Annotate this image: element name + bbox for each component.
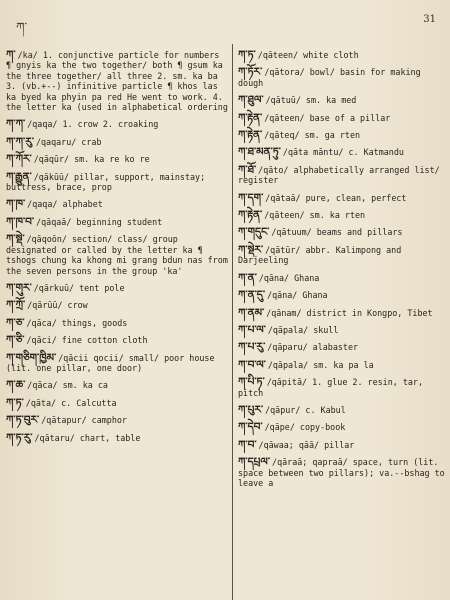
entry-definition: /qāna/ Ghana bbox=[267, 290, 328, 301]
entry-definition: /qātapur/ camphor bbox=[41, 415, 127, 426]
dictionary-entry bbox=[6, 318, 228, 328]
dictionary-entry bbox=[238, 273, 446, 283]
entry-definition: /qātuum/ beams and pillars bbox=[271, 227, 403, 238]
entry-headword: ཀ་གུར་ bbox=[6, 281, 32, 294]
dictionary-entry bbox=[238, 290, 446, 300]
dictionary-entry bbox=[238, 165, 446, 186]
entry-definition: /qaqa/ alphabet bbox=[27, 199, 103, 210]
dictionary-entry bbox=[6, 154, 228, 164]
entry-definition: /qārūū/ crow bbox=[27, 300, 88, 311]
entry-definition: /qātuū/ sm. ka med bbox=[265, 95, 357, 106]
entry-definition: /qaqaru/ crab bbox=[35, 136, 102, 147]
entry-headword: ཀ་ཁ་བ་ bbox=[6, 215, 35, 228]
entry-headword: ཀ་བ་ལ་ bbox=[238, 358, 266, 371]
entry-headword: ཀ་ཆ་ bbox=[6, 379, 26, 392]
entry-definition: /ka/ 1. conjunctive particle for numbers ¶ gnyis ka the two together/ both ¶ gsum ka the three together/ all three 2. sm. ka ba 3. (vb.+--) infinitive particle ¶ khos las ka byed ka phyin pa red He went to work. 4. the letter ka (used in alphabetical ordering bbox=[6, 50, 228, 113]
entry-headword: ཀ་ཀོར་ bbox=[6, 153, 32, 166]
entry-headword: ཀ་ན་དུ་ bbox=[238, 289, 266, 302]
right-column bbox=[238, 50, 446, 495]
dictionary-entry bbox=[238, 422, 446, 432]
dictionary-entry bbox=[6, 398, 228, 408]
entry-headword: ཀ་ཏ་བུར་ bbox=[6, 414, 40, 427]
entry-headword: ཀ་ཁ་ bbox=[6, 198, 26, 211]
dictionary-entry bbox=[238, 325, 446, 335]
entry-definition: /qāparu/ alabaster bbox=[267, 342, 359, 353]
entry-headword: ཀ་གཅིག་ཁྱིམ་ bbox=[6, 351, 57, 364]
entry-definition: /qāteen/ sm. ka rten bbox=[264, 210, 366, 221]
entry-headword: ཀ་ཅ་ bbox=[6, 316, 25, 329]
entry-definition: /qāci/ fine cotton cloth bbox=[26, 335, 148, 346]
entry-headword: ཀ་ན་ bbox=[238, 271, 257, 284]
entry-definition: /qāca/ things, goods bbox=[26, 317, 128, 328]
entry-definition: /qāteen/ base of a pillar bbox=[264, 112, 391, 123]
dictionary-entry bbox=[238, 308, 446, 318]
entry-definition: /qāqūr/ sm. ka re ko re bbox=[33, 154, 150, 165]
entry-definition: /qāpala/ sm. ka pa la bbox=[267, 359, 374, 370]
entry-headword: ཀ་ཐ་མན་ཏུ་ bbox=[238, 146, 281, 159]
dictionary-entry bbox=[6, 300, 228, 310]
entry-headword: ཀ་ཏོར་ bbox=[238, 66, 263, 79]
dictionary-entry bbox=[238, 130, 446, 140]
entry-definition: /qāteen/ white cloth bbox=[257, 50, 359, 60]
entry-headword: ཀ་པ་ལ་ bbox=[238, 323, 266, 336]
entry-headword: ཀ་དེབ་ bbox=[238, 421, 263, 434]
entry-definition: /qāwaa; qāā/ pillar bbox=[258, 439, 355, 450]
dictionary-entry bbox=[6, 353, 228, 374]
entry-definition: /qātaā/ pure, clean, perfect bbox=[265, 192, 407, 203]
entry-headword: ཀ་ bbox=[6, 49, 16, 61]
running-head: ཀ་ bbox=[16, 20, 27, 34]
entry-headword: ཀ་སྡེར་ bbox=[238, 243, 264, 256]
dictionary-entry bbox=[6, 137, 228, 147]
dictionary-entry bbox=[6, 199, 228, 209]
entry-definition: /qāta māntu/ c. Katmandu bbox=[282, 147, 404, 158]
dictionary-entry bbox=[6, 172, 228, 193]
dictionary-entry bbox=[6, 119, 228, 129]
entry-definition: /qāpur/ c. Kabul bbox=[265, 404, 346, 415]
entry-definition: /qāpitā/ 1. glue 2. resin, tar, pitch bbox=[238, 377, 424, 398]
entry-definition: /qāpe/ copy-book bbox=[264, 422, 346, 433]
entry-headword: ཀ་ཏ་ bbox=[238, 49, 256, 61]
entry-definition: /qācii qocii/ small/ poor house (lit. one pillar, one door) bbox=[6, 352, 215, 373]
entry-headword: ཀ་དག་ bbox=[238, 191, 264, 204]
page-number: 31 bbox=[423, 14, 436, 25]
dictionary-entry bbox=[6, 380, 228, 390]
entry-definition: /qāqaā/ beginning student bbox=[36, 216, 163, 227]
entry-headword: ཀ་ཏ་རུ་ bbox=[6, 431, 33, 444]
entry-definition: /qāna/ Ghana bbox=[258, 272, 320, 283]
left-column bbox=[6, 50, 228, 450]
dictionary-entry bbox=[238, 67, 446, 88]
dictionary-entry bbox=[238, 342, 446, 352]
entry-headword: ཀ་རྟེན་ bbox=[238, 209, 263, 222]
entry-definition: /qātora/ bowl/ basin for making dough bbox=[238, 67, 421, 88]
entry-definition: /qāraā; qapraā/ space, turn (lit. space between two pillars); va.--bshag to leave a bbox=[238, 457, 445, 488]
entry-headword: ཀ་ནམ་ bbox=[238, 306, 265, 319]
dictionary-entry bbox=[238, 147, 446, 157]
entry-definition: /qānam/ district in Kongpo, Tibet bbox=[266, 307, 433, 318]
entry-headword: ཀ་ཏ་ bbox=[6, 396, 24, 409]
dictionary-entry bbox=[238, 457, 446, 488]
dictionary-entry bbox=[6, 234, 228, 276]
entry-definition: /qāta/ c. Calcutta bbox=[25, 397, 117, 408]
entry-headword: ཀ་རྟེན་ bbox=[238, 129, 263, 142]
dictionary-entry bbox=[6, 50, 228, 112]
dictionary-entry bbox=[238, 405, 446, 415]
entry-headword: ཀ་པི་ཏ་ bbox=[238, 376, 265, 389]
dictionary-entry bbox=[238, 377, 446, 398]
entry-headword: ཀ་བ་ bbox=[238, 438, 257, 451]
dictionary-entry bbox=[238, 95, 446, 105]
entry-headword: ཀ་པ་རུ་ bbox=[238, 341, 266, 354]
entry-definition: /qāqoōn/ section/ class/ group designated or called by the letter ka ¶ tshogs chung ka khong mi grang bdun nas from the seven persons in the group 'ka' bbox=[6, 234, 228, 276]
entry-headword: ཀ་དཔྲལ་ bbox=[238, 456, 271, 469]
entry-definition: /qaqa/ 1. crow 2. croaking bbox=[27, 119, 159, 130]
entry-headword: ཀ་ཀ་རུ་ bbox=[6, 135, 34, 148]
dictionary-entry bbox=[238, 193, 446, 203]
dictionary-entry bbox=[238, 210, 446, 220]
entry-definition: /qāca/ sm. ka ca bbox=[27, 380, 108, 391]
dictionary-entry bbox=[238, 50, 446, 60]
entry-definition: /qāpala/ skull bbox=[267, 324, 339, 335]
dictionary-entry bbox=[238, 360, 446, 370]
dictionary-entry bbox=[238, 113, 446, 123]
entry-definition: /qārkuū/ tent pole bbox=[33, 282, 125, 293]
entry-definition: /qākūū/ pillar, support, mainstay; buttress, brace, prop bbox=[6, 171, 206, 193]
entry-headword: ཀ་གདུང་ bbox=[238, 226, 270, 239]
entry-headword: ཀ་ཐོ་ bbox=[238, 163, 257, 176]
entry-definition: /qātūr/ abbr. Kalimpong and Darjeeling bbox=[238, 244, 402, 266]
entry-headword: ཀ་པུར་ bbox=[238, 403, 264, 416]
entry-definition: /qāteq/ sm. ga rten bbox=[264, 130, 361, 141]
entry-headword: ཀ་རྟེན་ bbox=[238, 111, 263, 124]
entry-headword: ཀ་སྡེ་ bbox=[6, 233, 25, 246]
dictionary-entry bbox=[6, 433, 228, 443]
column-divider bbox=[232, 44, 233, 600]
dictionary-entry bbox=[6, 217, 228, 227]
dictionary-entry bbox=[238, 245, 446, 266]
entry-definition: /qāto/ alphabetically arranged list/ register bbox=[238, 164, 440, 186]
entry-headword: ཀ་ཐུལ་ bbox=[238, 94, 264, 107]
entry-definition: /qātaru/ chart, table bbox=[34, 432, 141, 443]
entry-headword: ཀ་ཀྲོ་ bbox=[6, 299, 26, 312]
dictionary-entry bbox=[238, 440, 446, 450]
dictionary-entry bbox=[238, 227, 446, 237]
entry-headword: ཀ་ཅི་ bbox=[6, 334, 25, 347]
dictionary-entry bbox=[6, 283, 228, 293]
dictionary-entry bbox=[6, 335, 228, 345]
dictionary-entry bbox=[6, 415, 228, 425]
entry-headword: ཀ་རྒྱུན་ bbox=[6, 170, 32, 183]
entry-headword: ཀ་ཀ་ bbox=[6, 118, 26, 131]
